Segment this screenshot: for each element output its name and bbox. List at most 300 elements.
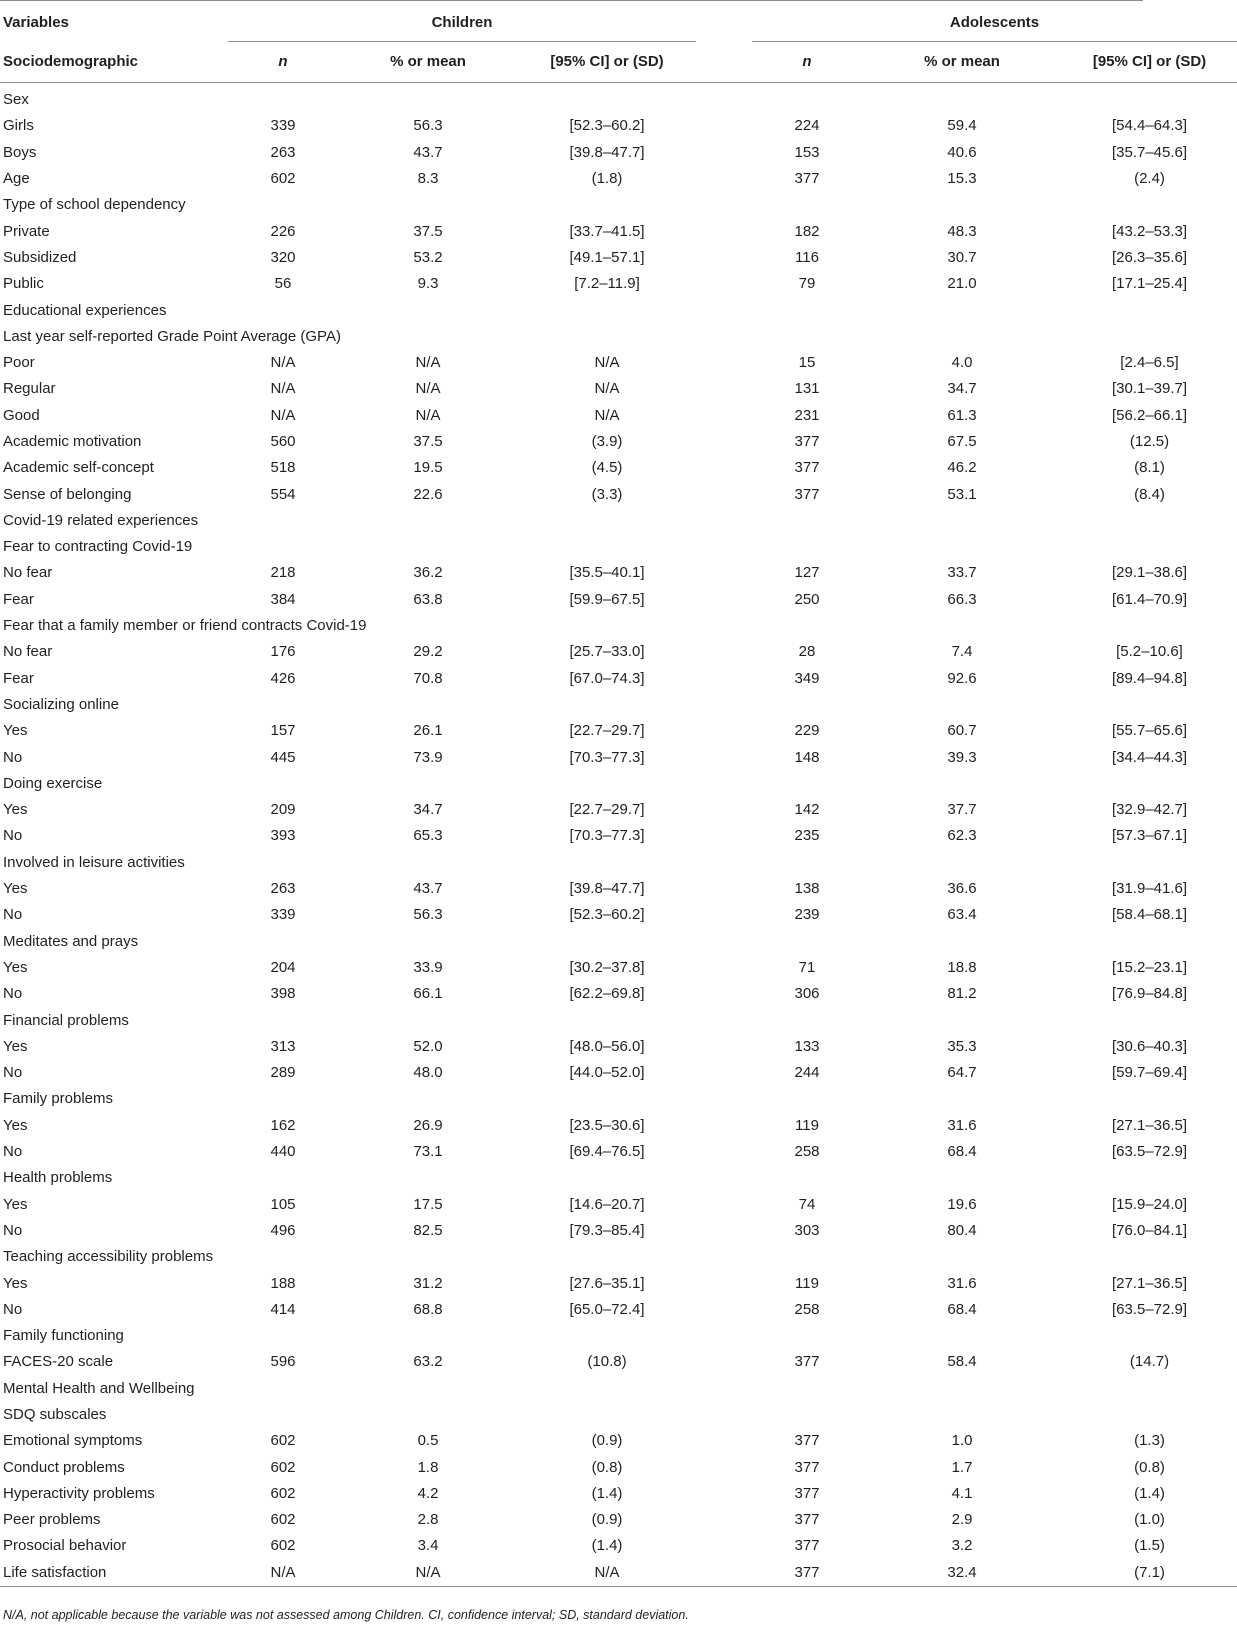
empty-cell-children-ci-sd [518, 850, 696, 876]
adolescents-n-cell: 231 [794, 406, 820, 424]
adolescents-pct-mean-cell: 68.4 [947, 1143, 977, 1161]
adolescents-n-cell: 182 [794, 222, 820, 240]
adolescents-pct-mean-cell: 39.3 [947, 748, 977, 766]
children-group-rule [228, 41, 696, 42]
empty-cell-adolescents-pct-mean [862, 83, 1062, 114]
table-row [0, 271, 1237, 297]
empty-cell-children-n [228, 508, 338, 534]
empty-cell-children-n [228, 83, 338, 114]
children-pct-mean-cell: 8.3 [417, 170, 439, 188]
adolescents-pct-mean-cell: 37.7 [947, 801, 977, 819]
children-pct-mean-cell: 65.3 [413, 827, 443, 845]
children-n-cell: 602 [270, 1484, 296, 1502]
adolescents-ci-sd-cell: [76.9–84.8] [1111, 985, 1188, 1003]
children-ci-sd-cell: (10.8) [587, 1353, 627, 1371]
section-row [0, 1165, 1237, 1191]
adolescents-pct-mean-cell: 30.7 [947, 248, 977, 266]
section-row [0, 613, 1237, 639]
table-row [0, 166, 1237, 192]
empty-cell-adolescents-ci-sd [1062, 1244, 1237, 1270]
empty-cell-adolescents-ci-sd [1062, 771, 1237, 797]
section-row [0, 850, 1237, 876]
gap-cell [696, 1507, 752, 1533]
empty-cell-adolescents-ci-sd [1062, 1086, 1237, 1112]
empty-cell-children-n [228, 1165, 338, 1191]
table-row [0, 1481, 1237, 1507]
section-row [0, 508, 1237, 534]
table-row [0, 902, 1237, 928]
table-row [0, 403, 1237, 429]
gap-cell [696, 560, 752, 586]
section-label: Health problems [3, 1169, 113, 1187]
empty-cell-children-n [228, 692, 338, 718]
children-ci-sd-cell: (3.3) [591, 485, 623, 503]
children-n-cell: 602 [270, 1432, 296, 1450]
empty-cell-adolescents-pct-mean [862, 508, 1062, 534]
adolescents-ci-sd-cell: [56.2–66.1] [1111, 406, 1188, 424]
children-ci-sd-cell: (0.8) [591, 1458, 623, 1476]
empty-cell-adolescents-n [752, 929, 862, 955]
row-label: Yes [3, 1195, 28, 1213]
children-ci-sd-cell: [62.2–69.8] [569, 985, 645, 1003]
empty-cell-children-pct-mean [338, 850, 518, 876]
table-row [0, 1507, 1237, 1533]
children-n-cell: 518 [270, 459, 296, 477]
empty-cell-adolescents-ci-sd [1062, 508, 1237, 534]
gap-cell [696, 1533, 752, 1559]
children-n-cell: 157 [270, 722, 296, 740]
table-row [0, 1139, 1237, 1165]
empty-cell-adolescents-n [752, 1086, 862, 1112]
header-adolescents-label: Adolescents [949, 14, 1040, 31]
adolescents-pct-mean-cell: 7.4 [951, 643, 973, 661]
empty-cell-adolescents-pct-mean [862, 1323, 1062, 1349]
children-n-cell: 339 [270, 117, 296, 135]
row-label: No fear [3, 643, 53, 661]
children-ci-sd-cell: [23.5–30.6] [569, 1116, 645, 1134]
adolescents-n-cell: 377 [794, 1511, 820, 1529]
children-ci-sd-cell: [22.7–29.7] [569, 801, 645, 819]
adolescents-ci-sd-cell: [31.9–41.6] [1111, 880, 1188, 898]
children-ci-sd-cell: (0.9) [591, 1511, 623, 1529]
adolescents-ci-sd-cell: [32.9–42.7] [1111, 801, 1188, 819]
empty-cell-gap [696, 692, 752, 718]
table-row [0, 481, 1237, 507]
adolescents-ci-sd-cell: (0.8) [1134, 1458, 1165, 1476]
empty-cell-adolescents-pct-mean [862, 1086, 1062, 1112]
children-pct-mean-cell: 26.1 [413, 722, 443, 740]
adolescents-n-cell: 244 [794, 1064, 820, 1082]
row-label: Good [3, 406, 40, 424]
children-pct-mean-cell: 22.6 [413, 485, 443, 503]
table-row [0, 1454, 1237, 1480]
empty-cell-children-pct-mean [338, 692, 518, 718]
adolescents-n-cell: 71 [798, 958, 816, 976]
empty-cell-gap [696, 1402, 752, 1428]
adolescents-ci-sd-cell: [43.2–53.3] [1111, 222, 1188, 240]
children-pct-mean-cell: 4.2 [417, 1484, 439, 1502]
adolescents-n-cell: 142 [794, 801, 820, 819]
children-pct-mean-cell: 34.7 [413, 801, 443, 819]
empty-cell-adolescents-ci-sd [1062, 1376, 1237, 1402]
adolescents-n-cell: 116 [795, 248, 819, 266]
adolescents-n-cell: 153 [794, 143, 820, 161]
adolescents-ci-sd-cell: [34.4–44.3] [1111, 748, 1188, 766]
children-ci-sd-cell: [33.7–41.5] [569, 222, 645, 240]
empty-cell-adolescents-pct-mean [862, 1402, 1062, 1428]
adolescents-ci-sd-cell: [27.1–36.5] [1111, 1274, 1188, 1292]
children-pct-mean-cell: 9.3 [417, 275, 439, 293]
adolescents-pct-mean-cell: 63.4 [947, 906, 977, 924]
section-row [0, 83, 1237, 114]
gap-cell [696, 1060, 752, 1086]
row-label: Emotional symptoms [3, 1432, 143, 1450]
adolescents-ci-sd-cell: (2.4) [1134, 170, 1165, 188]
children-ci-sd-cell: [70.3–77.3] [569, 748, 645, 766]
children-n-cell: 426 [270, 669, 296, 687]
row-label: Poor [3, 354, 35, 372]
row-label: Fear [3, 669, 34, 687]
empty-cell-adolescents-ci-sd [1062, 929, 1237, 955]
section-label: Family functioning [3, 1327, 124, 1345]
header-adolescents-ci-sd: [95% CI] or (SD) [1062, 42, 1237, 83]
adolescents-pct-mean-cell: 21.0 [947, 275, 977, 293]
empty-cell-adolescents-pct-mean [862, 1165, 1062, 1191]
children-pct-mean-cell: 26.9 [413, 1116, 443, 1134]
adolescents-ci-sd-cell: (12.5) [1129, 433, 1170, 450]
children-ci-sd-cell: [65.0–72.4] [569, 1300, 645, 1318]
children-ci-sd-cell: [67.0–74.3] [569, 669, 645, 687]
table-row [0, 376, 1237, 402]
empty-cell-children-pct-mean [338, 534, 518, 560]
empty-cell-adolescents-pct-mean [862, 771, 1062, 797]
children-pct-mean-cell: N/A [338, 1560, 518, 1587]
empty-cell-children-pct-mean [338, 1007, 518, 1033]
row-label: Prosocial behavior [3, 1537, 127, 1555]
children-n-cell: 602 [270, 170, 296, 188]
empty-cell-children-pct-mean [338, 1244, 518, 1270]
section-row [0, 1244, 1237, 1270]
adolescents-n-cell: 377 [794, 170, 820, 188]
empty-cell-children-ci-sd [518, 1086, 696, 1112]
children-ci-sd-cell: [14.6–20.7] [569, 1195, 645, 1213]
empty-cell-adolescents-pct-mean [862, 192, 1062, 218]
table-row [0, 1034, 1237, 1060]
section-row [0, 297, 1237, 323]
adolescents-ci-sd-cell: [2.4–6.5] [1120, 354, 1179, 372]
gap-cell [696, 455, 752, 481]
empty-cell-adolescents-pct-mean [862, 297, 1062, 323]
adolescents-n-cell: 28 [798, 643, 816, 661]
children-ci-sd-cell: [70.3–77.3] [569, 827, 645, 845]
empty-cell-children-pct-mean [338, 192, 518, 218]
children-ci-sd-cell: [30.2–37.8] [569, 958, 645, 976]
adolescents-n-cell: 74 [798, 1195, 816, 1213]
children-ci-sd-cell: [35.5–40.1] [569, 564, 645, 582]
section-label: Family problems [3, 1090, 114, 1108]
empty-cell-children-ci-sd [518, 297, 696, 323]
gap-cell [696, 271, 752, 297]
empty-cell-adolescents-ci-sd [1062, 692, 1237, 718]
children-pct-mean-cell: 48.0 [413, 1064, 443, 1082]
empty-cell-children-pct-mean [338, 1376, 518, 1402]
empty-cell-adolescents-pct-mean [862, 1007, 1062, 1033]
empty-cell-children-ci-sd [518, 1376, 696, 1402]
empty-cell-adolescents-ci-sd [1062, 1165, 1237, 1191]
adolescents-group-rule [752, 41, 1237, 42]
adolescents-pct-mean-cell: 68.4 [947, 1300, 977, 1318]
section-label: Type of school dependency [3, 196, 186, 214]
adolescents-ci-sd-cell: (14.7) [1129, 1353, 1170, 1371]
children-pct-mean-cell: 63.8 [413, 590, 443, 608]
empty-cell-children-pct-mean [338, 1165, 518, 1191]
adolescents-pct-mean-cell: 62.3 [947, 827, 977, 845]
table-row [0, 1191, 1237, 1217]
empty-cell-children-ci-sd [518, 929, 696, 955]
row-label: Academic motivation [3, 433, 142, 450]
row-label: Academic self-concept [3, 459, 154, 477]
adolescents-pct-mean-cell: 48.3 [947, 222, 977, 240]
empty-cell-adolescents-pct-mean [862, 929, 1062, 955]
empty-cell-adolescents-n [752, 297, 862, 323]
section-row [0, 771, 1237, 797]
empty-cell-adolescents-n [752, 83, 862, 114]
section-row [0, 1007, 1237, 1033]
children-pct-mean-cell: 82.5 [413, 1221, 443, 1239]
adolescents-n-cell: 303 [794, 1221, 820, 1239]
gap-cell [696, 429, 752, 455]
gap-cell [696, 481, 752, 507]
adolescents-ci-sd-cell: [15.9–24.0] [1111, 1195, 1188, 1213]
empty-cell-adolescents-n [752, 1165, 862, 1191]
adolescents-ci-sd-cell: [5.2–10.6] [1116, 643, 1183, 661]
table-row [0, 113, 1237, 139]
gap-cell [696, 1481, 752, 1507]
adolescents-n-cell: 131 [794, 380, 820, 398]
empty-cell-gap [696, 297, 752, 323]
children-ci-sd-cell: [39.8–47.7] [569, 143, 645, 161]
children-pct-mean-cell: 70.8 [413, 669, 443, 687]
children-pct-mean-cell: 56.3 [413, 906, 443, 924]
adolescents-pct-mean-cell: 19.6 [947, 1195, 977, 1213]
gap-cell [696, 1034, 752, 1060]
children-n-cell: 263 [270, 880, 296, 898]
adolescents-pct-mean-cell: 34.7 [947, 380, 977, 398]
adolescents-n-cell: 133 [794, 1037, 820, 1055]
empty-cell-adolescents-pct-mean [862, 613, 1062, 639]
adolescents-n-cell: 377 [794, 459, 820, 477]
empty-cell-children-n [228, 1376, 338, 1402]
adolescents-n-cell: 224 [794, 117, 820, 135]
section-row [0, 1376, 1237, 1402]
adolescents-n-cell: 377 [794, 1537, 820, 1555]
empty-cell-children-ci-sd [518, 1323, 696, 1349]
empty-cell-children-ci-sd [518, 1402, 696, 1428]
adolescents-n-cell: 79 [798, 275, 816, 293]
adolescents-ci-sd-cell: (1.4) [1134, 1484, 1165, 1502]
header-gap [696, 0, 752, 42]
empty-cell-children-pct-mean [338, 771, 518, 797]
adolescents-ci-sd-cell: [15.2–23.1] [1111, 958, 1188, 976]
gap-cell [696, 876, 752, 902]
children-n-cell: 554 [270, 485, 296, 503]
adolescents-ci-sd-cell: [89.4–94.8] [1111, 669, 1188, 687]
adolescents-pct-mean-cell: 33.7 [947, 564, 977, 582]
table-row [0, 429, 1237, 455]
gap-cell [696, 955, 752, 981]
empty-cell-adolescents-ci-sd [1062, 1007, 1237, 1033]
empty-cell-adolescents-n [752, 613, 862, 639]
empty-cell-children-pct-mean [338, 1086, 518, 1112]
children-n-cell: 289 [270, 1064, 296, 1082]
section-row [0, 1402, 1237, 1428]
row-label: No [3, 1300, 23, 1318]
children-ci-sd-cell: [49.1–57.1] [569, 248, 645, 266]
header-row-groups [0, 0, 1237, 42]
children-ci-sd-cell: [44.0–52.0] [569, 1064, 645, 1082]
row-label: Yes [3, 1037, 28, 1055]
children-n-cell: 226 [270, 222, 296, 240]
children-ci-sd-cell: [25.7–33.0] [569, 643, 645, 661]
row-label: No [3, 1143, 23, 1161]
gap-cell [696, 981, 752, 1007]
empty-cell-children-n [228, 1244, 338, 1270]
row-label: Yes [3, 1116, 28, 1134]
gap-cell [696, 403, 752, 429]
header-row-columns [0, 42, 1237, 83]
children-pct-mean-cell: N/A [415, 380, 441, 398]
empty-cell-adolescents-ci-sd [1062, 1402, 1237, 1428]
children-n-cell: 176 [270, 643, 296, 661]
adolescents-pct-mean-cell: 58.4 [947, 1353, 977, 1371]
adolescents-pct-mean-cell: 80.4 [947, 1221, 977, 1239]
gap-cell [696, 744, 752, 770]
adolescents-ci-sd-cell: (1.5) [1134, 1537, 1165, 1555]
children-n-cell: N/A [270, 406, 296, 424]
empty-cell-children-ci-sd [518, 1244, 696, 1270]
table-row [0, 560, 1237, 586]
table-row [0, 1533, 1237, 1559]
adolescents-ci-sd-cell: [35.7–45.6] [1111, 143, 1188, 161]
table-row [0, 639, 1237, 665]
gap-cell [696, 1113, 752, 1139]
empty-cell-adolescents-n [752, 192, 862, 218]
children-ci-sd-cell: [52.3–60.2] [569, 906, 645, 924]
children-pct-mean-cell: N/A [415, 354, 441, 372]
table-row [0, 218, 1237, 244]
gap-cell [696, 1191, 752, 1217]
row-label: Boys [3, 143, 37, 161]
adolescents-pct-mean-cell: 59.4 [947, 117, 977, 135]
empty-cell-adolescents-n [752, 771, 862, 797]
gap-cell [696, 666, 752, 692]
section-label: Last year self-reported Grade Point Average (GPA) [3, 327, 341, 345]
children-ci-sd-cell: [39.8–47.7] [569, 880, 645, 898]
gap-cell [696, 166, 752, 192]
row-label: Sense of belonging [3, 485, 132, 503]
header-children-n: n [228, 42, 338, 83]
empty-cell-adolescents-n [752, 1323, 862, 1349]
row-label: Public [3, 275, 44, 293]
table-row [0, 876, 1237, 902]
adolescents-ci-sd-cell: [54.4–64.3] [1111, 117, 1188, 135]
adolescents-pct-mean-cell: 4.1 [951, 1484, 973, 1502]
header-adolescents-group [752, 0, 1237, 42]
table-row [0, 587, 1237, 613]
table-row [0, 140, 1237, 166]
table-row [0, 1218, 1237, 1244]
header-adolescents-n: n [752, 42, 862, 83]
gap-cell [696, 376, 752, 402]
gap-cell [696, 639, 752, 665]
gap-cell [696, 1454, 752, 1480]
row-label: Yes [3, 880, 28, 898]
children-n-cell: 440 [270, 1143, 296, 1161]
adolescents-ci-sd-cell: [61.4–70.9] [1111, 590, 1188, 608]
table-row [0, 955, 1237, 981]
children-n-cell: 339 [270, 906, 296, 924]
adolescents-n-cell: 349 [794, 669, 820, 687]
children-pct-mean-cell: 19.5 [413, 459, 443, 477]
empty-cell-gap [696, 929, 752, 955]
empty-cell-children-ci-sd [518, 534, 696, 560]
section-label: Involved in leisure activities [3, 853, 185, 871]
adolescents-pct-mean-cell: 18.8 [947, 958, 977, 976]
children-pct-mean-cell: 3.4 [417, 1537, 439, 1555]
children-ci-sd-cell: (0.9) [591, 1432, 623, 1450]
children-n-cell: 496 [270, 1221, 296, 1239]
empty-cell-gap [696, 1244, 752, 1270]
row-label: Yes [3, 801, 28, 819]
empty-cell-adolescents-n [752, 534, 862, 560]
section-row [0, 1086, 1237, 1112]
empty-cell-adolescents-n [752, 1402, 862, 1428]
adolescents-pct-mean-cell: 15.3 [947, 170, 977, 188]
children-pct-mean-cell: 1.8 [417, 1458, 439, 1476]
children-pct-mean-cell: 2.8 [417, 1511, 439, 1529]
empty-cell-adolescents-ci-sd [1062, 83, 1237, 114]
table-row [0, 744, 1237, 770]
section-label: Doing exercise [3, 774, 103, 792]
children-n-cell: 560 [270, 433, 296, 450]
children-ci-sd-cell: N/A [594, 380, 620, 398]
adolescents-n-cell: 119 [795, 1274, 819, 1292]
empty-cell-children-pct-mean [338, 508, 518, 534]
adolescents-n-cell: 138 [794, 880, 820, 898]
adolescents-ci-sd-cell: [17.1–25.4] [1111, 275, 1188, 293]
empty-cell-adolescents-ci-sd [1062, 297, 1237, 323]
adolescents-pct-mean-cell: 31.6 [947, 1116, 977, 1134]
empty-cell-adolescents-ci-sd [1062, 1323, 1237, 1349]
gap-cell [696, 1139, 752, 1165]
adolescents-n-cell: 377 [794, 485, 820, 503]
adolescents-pct-mean-cell: 92.6 [947, 669, 977, 687]
children-pct-mean-cell: 66.1 [413, 985, 443, 1003]
children-ci-sd-cell: (1.4) [591, 1537, 623, 1555]
section-label: Teaching accessibility problems [3, 1248, 214, 1266]
adolescents-ci-sd-cell: [76.0–84.1] [1111, 1221, 1188, 1239]
row-label: No [3, 748, 23, 766]
children-ci-sd-cell: [52.3–60.2] [569, 117, 645, 135]
row-label: FACES-20 scale [3, 1353, 114, 1371]
adolescents-n-cell: 306 [794, 985, 820, 1003]
children-ci-sd-cell: [69.4–76.5] [569, 1143, 645, 1161]
children-pct-mean-cell: 43.7 [413, 880, 443, 898]
children-ci-sd-cell: [22.7–29.7] [569, 722, 645, 740]
children-n-cell: 596 [270, 1353, 296, 1371]
empty-cell-adolescents-pct-mean [862, 324, 1062, 350]
adolescents-pct-mean-cell: 61.3 [947, 406, 977, 424]
